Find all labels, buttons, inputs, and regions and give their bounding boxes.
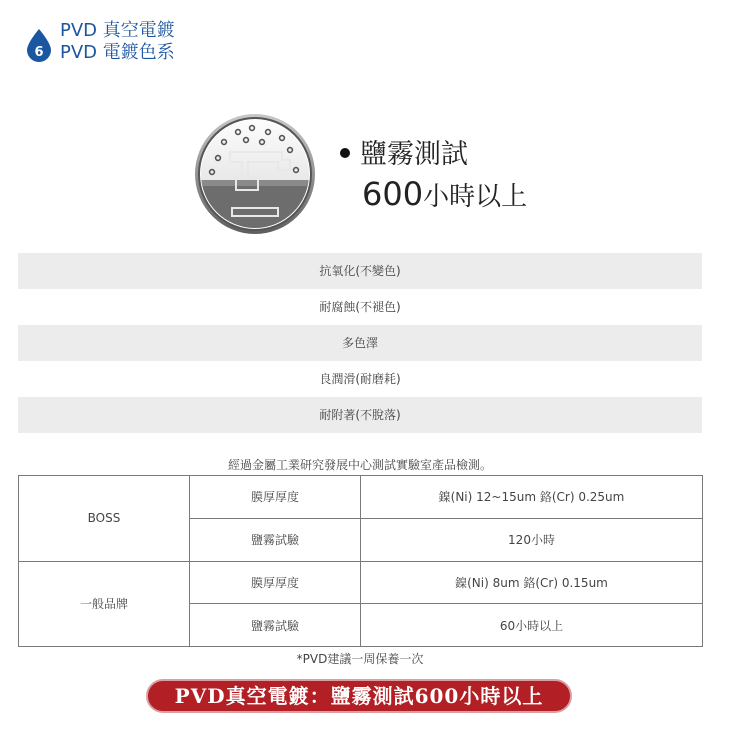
feature-row: 抗氧化(不變色)	[18, 253, 702, 289]
item-cell: 鹽霧試驗	[190, 518, 361, 561]
item-cell: 膜厚厚度	[190, 476, 361, 519]
table-caption: 經過金屬工業研究發展中心測試實驗室產品檢測。	[227, 458, 492, 472]
table-row	[19, 561, 703, 604]
feature-row: 耐附著(不脫落)	[18, 397, 702, 433]
feature-row: 耐腐蝕(不褪色)	[319, 300, 401, 314]
maintenance-note: *PVD建議一周保養一次	[296, 652, 424, 666]
claim-title: 鹽霧測試	[360, 139, 468, 170]
claim-hours: 600	[362, 175, 424, 213]
comparison-table	[18, 475, 703, 647]
value-cell: 鎳(Ni) 12~15um 鉻(Cr) 0.25um	[361, 476, 703, 519]
feature-list	[18, 253, 702, 433]
feature-row: 多色澤	[18, 325, 702, 361]
item-cell: 鹽霧試驗	[190, 604, 361, 647]
section-subtitle: PVD 電鍍色系	[60, 42, 175, 63]
value-cell: 60小時以上	[361, 604, 703, 647]
table-row	[19, 476, 703, 519]
drop-badge-icon	[24, 28, 54, 62]
feature-row: 良潤滑(耐磨耗)	[319, 372, 401, 386]
salt-spray-claim	[338, 138, 527, 217]
brand-cell: BOSS	[19, 476, 190, 562]
badge-number: 6	[34, 45, 44, 60]
claim-unit: 小時以上	[423, 182, 528, 212]
value-cell: 120小時	[361, 518, 703, 561]
value-cell: 鎳(Ni) 8um 鉻(Cr) 0.15um	[361, 561, 703, 604]
bullet-icon	[340, 148, 350, 158]
item-cell: 膜厚厚度	[190, 561, 361, 604]
salt-spray-faucet-icon	[190, 112, 320, 236]
brand-cell: 一般品牌	[19, 561, 190, 647]
section-title: PVD 真空電鍍	[60, 20, 175, 41]
promo-banner: PVD真空電鍍：鹽霧測試600小時以上	[146, 679, 572, 713]
